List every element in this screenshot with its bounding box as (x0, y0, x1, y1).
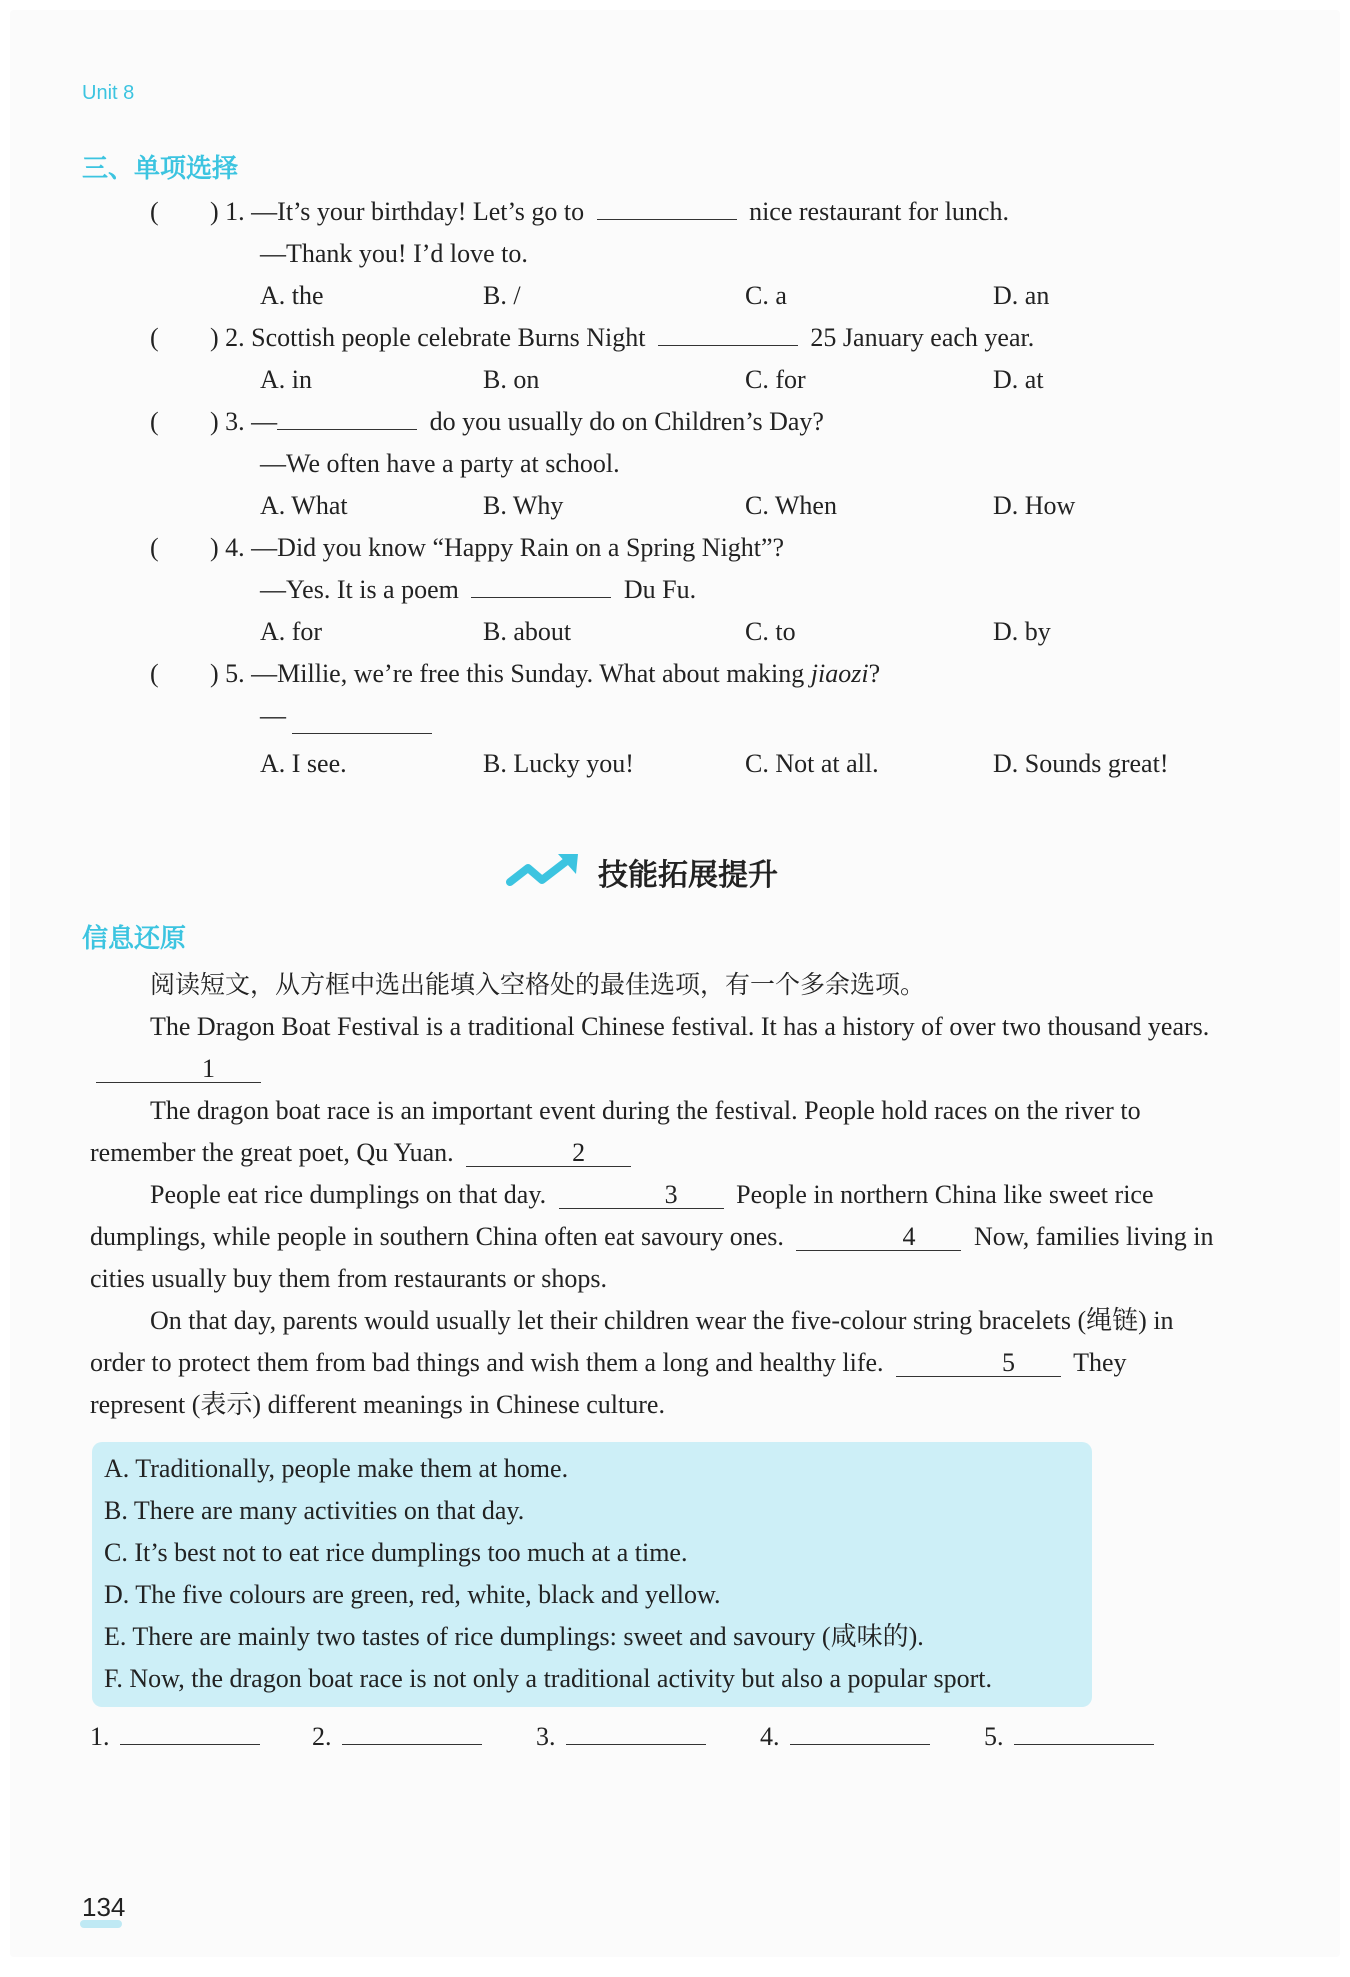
answer-paren-close: ) (210, 533, 219, 562)
answer-blank[interactable] (597, 197, 737, 220)
option-5b: B. Lucky you! (483, 749, 634, 778)
answer-paren-close: ) (210, 659, 219, 688)
answer-paren-open: ( (150, 323, 159, 352)
question-number: 5. (225, 659, 245, 688)
question-text: —It’s your birthday! Let’s go to (251, 197, 585, 226)
question-5-blank (292, 710, 432, 742)
option-5c: C. Not at all. (745, 749, 879, 778)
option-5d: D. Sounds great! (993, 749, 1169, 778)
option-2b: B. on (483, 365, 540, 394)
answer-blank[interactable] (790, 1722, 930, 1745)
paragraph-text: The dragon boat race is an important event during the festival. People hold races on the river to remember the great poet, Qu Yuan. (90, 1096, 1141, 1167)
question-text: —Millie, we’re free this Sunday. What about making (251, 659, 805, 688)
paragraph-text: They represent (表示) different meanings in Chinese culture. (90, 1348, 1127, 1419)
question-5 (150, 658, 880, 690)
option-1d: D. an (993, 281, 1050, 310)
question-1 (150, 196, 1009, 228)
option-3c: C. When (745, 491, 837, 520)
skills-section-header (506, 850, 778, 894)
answer-label: 5. (984, 1722, 1004, 1751)
passage-blank-2[interactable]: 2 (466, 1140, 631, 1167)
option-f: F. Now, the dragon boat race is not only a traditional activity but also a popular sport. (104, 1664, 992, 1693)
question-number: 3. (225, 407, 245, 436)
answer-blank[interactable] (292, 711, 432, 734)
paragraph-1 (90, 1006, 1220, 1090)
paragraph-text: People eat rice dumplings on that day. (150, 1180, 547, 1209)
passage-blank-5[interactable]: 5 (896, 1350, 1061, 1377)
answer-blank[interactable] (120, 1722, 260, 1745)
paragraph-text: The Dragon Boat Festival is a traditional Chinese festival. It has a history of over two thousand years. (150, 1012, 1210, 1041)
answer-slot-2 (312, 1722, 482, 1752)
option-4c: C. to (745, 617, 796, 646)
option-1b: B. / (483, 281, 521, 310)
question-3 (150, 406, 824, 438)
passage-blank-3[interactable]: 3 (559, 1182, 724, 1209)
option-2d: D. at (993, 365, 1044, 394)
answer-blank[interactable] (471, 575, 611, 598)
answer-blank[interactable] (566, 1722, 706, 1745)
option-4a: A. for (260, 617, 323, 646)
answer-slot-3 (536, 1722, 706, 1752)
question-text: — (260, 701, 286, 730)
option-1a: A. the (260, 281, 324, 310)
answer-paren-close: ) (210, 407, 219, 436)
paragraph-text: On that day, parents would usually let their children wear the five-colour string bracelets (绳链) in order to protect them from bad things and wish them a long and healthy life. (90, 1306, 1174, 1377)
option-a: A. Traditionally, people make them at home. (104, 1454, 569, 1483)
answer-paren-close: ) (210, 323, 219, 352)
option-4b: B. about (483, 617, 572, 646)
option-3b: B. Why (483, 491, 564, 520)
question-5-line2 (260, 700, 286, 732)
option-b: B. There are many activities on that day. (104, 1496, 525, 1525)
option-4d: D. by (993, 617, 1051, 646)
section-title-multiple-choice: 三、单项选择 (82, 154, 239, 184)
question-4-line2 (260, 574, 696, 606)
answer-label: 1. (90, 1722, 110, 1751)
reading-passage (90, 964, 1220, 1426)
paragraph-3 (90, 1174, 1220, 1300)
question-1-line2: —Thank you! I’d love to. (260, 239, 528, 268)
paragraph-text: Now, families living in cities usually buy them from restaurants or shops. (90, 1222, 1214, 1293)
question-number: 2. (225, 323, 245, 352)
answer-label: 4. (760, 1722, 780, 1751)
answer-label: 2. (312, 1722, 332, 1751)
question-text: do you usually do on Children’s Day? (429, 407, 824, 436)
answer-label: 3. (536, 1722, 556, 1751)
paragraph-4 (90, 1300, 1220, 1426)
question-3-line2: —We often have a party at school. (260, 449, 620, 478)
page-number: 134 (82, 1892, 126, 1922)
answer-paren-open: ( (150, 533, 159, 562)
instruction-text: 阅读短文，从方框中选出能填入空格处的最佳选项，有一个多余选项。 (150, 970, 926, 999)
passage-blank-1[interactable]: 1 (96, 1056, 261, 1083)
option-2c: C. for (745, 365, 806, 394)
option-c: C. It’s best not to eat rice dumplings too much at a time. (104, 1538, 688, 1567)
answer-blank[interactable] (1014, 1722, 1154, 1745)
answer-paren-open: ( (150, 407, 159, 436)
option-3d: D. How (993, 491, 1076, 520)
unit-label: Unit 8 (82, 82, 135, 104)
answer-paren-open: ( (150, 659, 159, 688)
question-text: —Yes. It is a poem (260, 575, 459, 604)
option-3a: A. What (260, 491, 348, 520)
answer-slot-4 (760, 1722, 930, 1752)
passage-blank-4[interactable]: 4 (796, 1224, 961, 1251)
question-text: — (251, 407, 278, 436)
option-e: E. There are mainly two tastes of rice dumplings: sweet and savoury (咸味的). (104, 1622, 924, 1651)
paragraph-text: People in northern China like sweet rice dumplings, while people in southern China often eat savoury ones. (90, 1180, 1154, 1251)
skills-title: 技能拓展提升 (598, 858, 778, 893)
answer-slot-5 (984, 1722, 1154, 1752)
question-text: Du Fu. (623, 575, 697, 604)
answer-paren-open: ( (150, 197, 159, 226)
question-text: nice restaurant for lunch. (749, 197, 1009, 226)
question-text: Scottish people celebrate Burns Night (251, 323, 646, 352)
question-2 (150, 322, 1034, 354)
option-1c: C. a (745, 281, 787, 310)
question-number: 4. (225, 533, 245, 562)
answer-blank[interactable] (658, 323, 798, 346)
italic-word: jiaozi (810, 659, 869, 688)
option-2a: A. in (260, 365, 312, 394)
paragraph-2 (90, 1090, 1220, 1174)
question-4 (150, 532, 784, 564)
answer-slot-1 (90, 1722, 260, 1752)
answer-blank[interactable] (277, 407, 417, 430)
question-number: 1. (225, 197, 245, 226)
section-title-info-restore: 信息还原 (82, 924, 187, 954)
question-text: 25 January each year. (810, 323, 1035, 352)
options-box (92, 1442, 1092, 1707)
workbook-page (10, 10, 1340, 1957)
answer-blank[interactable] (342, 1722, 482, 1745)
question-text: —Did you know “Happy Rain on a Spring Night”? (251, 533, 785, 562)
trend-up-arrow-icon (506, 852, 580, 892)
answer-paren-close: ) (210, 197, 219, 226)
question-text: ? (868, 659, 881, 688)
option-5a: A. I see. (260, 749, 347, 778)
option-d: D. The five colours are green, red, white, black and yellow. (104, 1580, 721, 1609)
